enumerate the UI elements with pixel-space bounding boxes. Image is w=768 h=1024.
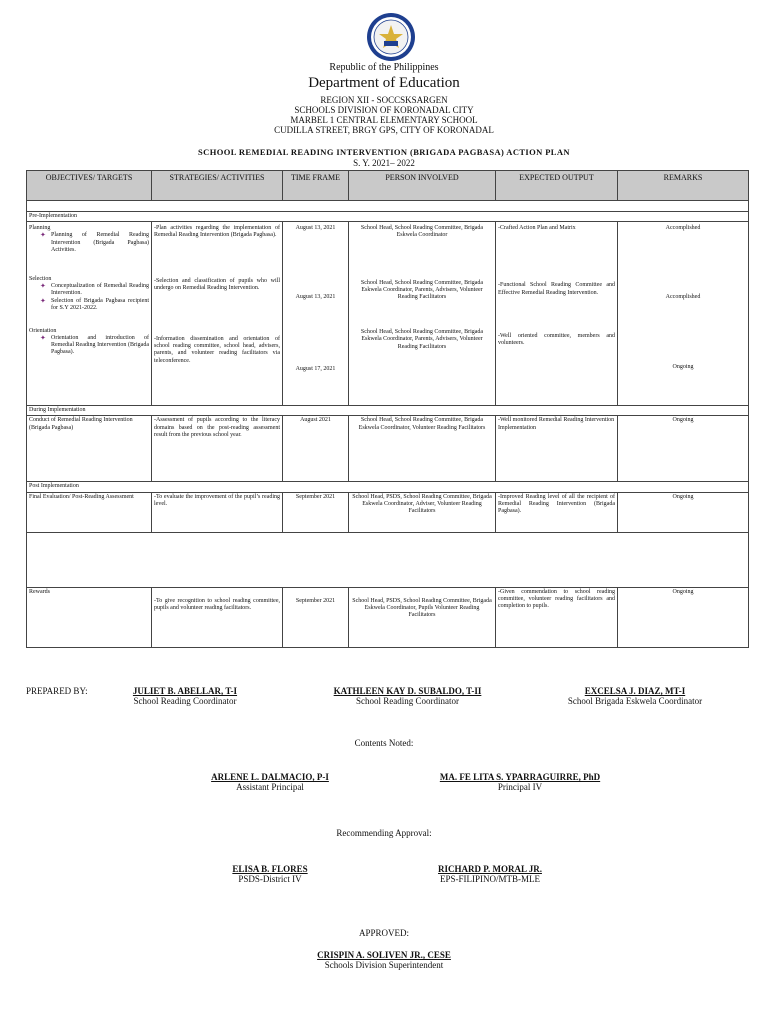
list-item: ✦ Conceptualization of Remedial Reading Intervention. bbox=[40, 282, 149, 297]
phase-row-pre bbox=[27, 212, 749, 222]
signatory-block bbox=[200, 864, 340, 884]
signatory-role: Principal IV bbox=[497, 782, 543, 792]
column-header: REMARKS bbox=[618, 171, 749, 201]
spacer-row bbox=[27, 532, 749, 587]
rewards-objective: Rewards bbox=[27, 587, 152, 647]
signatory-name: JULIET B. ABELLAR, T-I bbox=[132, 686, 238, 696]
signatory-name: RICHARD P. MORAL JR. bbox=[438, 864, 542, 874]
rewards-output: -Given commendation to school reading committee, volunteer reading facilitators and completion to pupils. bbox=[496, 587, 618, 647]
signatory-role: Schools Division Superintendent bbox=[324, 960, 444, 970]
prepared-by-label: PREPARED BY: bbox=[26, 686, 88, 696]
signatory-block bbox=[190, 772, 350, 792]
selection-persons: School Head, School Reading Committee, Brigada Eskwela Coordinator, Parents, Advisers, Volunteer Reading Facilitators bbox=[360, 279, 484, 300]
pre-strategies-cell bbox=[152, 222, 283, 406]
selection-head: Selection bbox=[29, 275, 52, 282]
signatory-block bbox=[110, 686, 260, 706]
phase-row-during bbox=[27, 406, 749, 416]
planning-time: August 13, 2021 bbox=[295, 225, 336, 232]
pre-remarks-cell bbox=[618, 222, 749, 406]
column-header: PERSON INVOLVED bbox=[349, 171, 496, 201]
signatory-name: CRISPIN A. SOLIVEN JR., CESE bbox=[317, 950, 451, 960]
signatory-name: ELISA B. FLORES bbox=[232, 864, 308, 874]
list-item: ✦ Orientation and introduction of Remedial Reading Intervention (Brigada Pagbasa). bbox=[40, 334, 149, 356]
final-persons: School Head, PSDS, School Reading Committee, Brigada Eskwela Coordinator, Adviser, Volunteer Reading Facilitators bbox=[349, 492, 496, 532]
rewards-strategy: -To give recognition to school reading committee, pupils and volunteer reading facilitators. bbox=[154, 597, 280, 611]
selection-strategy: -Selection and classification of pupils who will undergo on Remedial Reading Intervention. bbox=[154, 277, 280, 291]
approved-label: APPROVED: bbox=[358, 928, 409, 938]
column-header: OBJECTIVES/ TARGETS bbox=[27, 171, 152, 201]
table-row-pre bbox=[27, 222, 749, 406]
bullet-icon: ✦ bbox=[40, 282, 46, 291]
orientation-head: Orientation bbox=[29, 327, 57, 334]
final-remarks: Ongoing bbox=[618, 492, 749, 532]
pre-time-cell bbox=[283, 222, 349, 406]
column-header: STRATEGIES/ ACTIVITIES bbox=[152, 171, 283, 201]
planning-remarks: Accomplished bbox=[665, 225, 701, 232]
contents-noted-label: Contents Noted: bbox=[354, 738, 414, 748]
bullet-icon: ✦ bbox=[40, 296, 46, 305]
list-item: ✦ Selection of Brigada Pagbasa recipient for S.Y 2021-2022. bbox=[40, 296, 149, 311]
table-row bbox=[27, 587, 749, 647]
signatory-name: ARLENE L. DALMACIO, P-I bbox=[211, 772, 329, 782]
rewards-persons: School Head, PSDS, School Reading Committee, Brigada Eskwela Coordinator, Pupils Volunteer Reading Facilitators bbox=[352, 597, 492, 618]
orientation-remarks: Ongoing bbox=[672, 363, 694, 370]
signatory-name: KATHLEEN KAY D. SUBALDO, T-II bbox=[333, 686, 482, 696]
bullet-icon: ✦ bbox=[40, 231, 46, 240]
school-line: MARBEL 1 CENTRAL ELEMENTARY SCHOOL bbox=[290, 115, 478, 125]
rewards-persons-cell bbox=[349, 587, 496, 647]
rewards-strategy-cell bbox=[152, 587, 283, 647]
phase-label: During Implementation bbox=[27, 406, 749, 416]
school-year: S. Y. 2021– 2022 bbox=[353, 158, 415, 168]
selection-time: August 13, 2021 bbox=[295, 294, 336, 301]
column-header: TIME FRAME bbox=[283, 171, 349, 201]
orientation-output: -Well oriented committee, members and volunteers. bbox=[498, 332, 615, 346]
planning-strategy: -Plan activities regarding the implementation of Remedial Reading Intervention (Brigada Pagbasa). bbox=[154, 225, 280, 239]
republic-line: Republic of the Philippines bbox=[329, 62, 439, 73]
department-title: Department of Education bbox=[308, 75, 460, 91]
spacer-row bbox=[27, 201, 749, 212]
orientation-time: August 17, 2021 bbox=[295, 365, 336, 372]
conduct-persons: School Head, School Reading Committee, Brigada Eskwela Coordinator, Volunteer Reading Facilitators bbox=[349, 416, 496, 482]
signatory-role: PSDS-District IV bbox=[238, 874, 302, 884]
signatory-role: School Brigada Eskwela Coordinator bbox=[567, 696, 703, 706]
phase-label: Pre-Implementation bbox=[27, 212, 749, 222]
signatory-role: EPS-FILIPINO/MTB-MLE bbox=[439, 874, 540, 884]
planning-head: Planning bbox=[29, 225, 51, 232]
table-row bbox=[27, 492, 749, 532]
planning-output: -Crafted Action Plan and Matrix bbox=[498, 225, 576, 232]
phase-label: Post Implementation bbox=[27, 482, 749, 492]
orientation-persons: School Head, School Reading Committee, Brigada Eskwela Coordinator, Parents, Advisers, Volunteer Reading Facilitators bbox=[360, 329, 484, 350]
final-objective: Final Evaluation/ Post-Reading Assessment bbox=[27, 492, 152, 532]
action-plan-table bbox=[26, 170, 749, 648]
signatory-block bbox=[410, 864, 570, 884]
orientation-strategy: -Information dissemination and orientation of school reading committee, school head, advisers, parents, and volunteer reading facilitators via teleconference. bbox=[154, 335, 280, 364]
column-header: EXPECTED OUTPUT bbox=[496, 171, 618, 201]
phase-row-post bbox=[27, 482, 749, 492]
planning-persons: School Head, School Reading Committee, Brigada Eskwela Coordinator bbox=[360, 225, 484, 239]
conduct-time: August 2021 bbox=[283, 416, 349, 482]
region-line: REGION XII - SOCCSKSARGEN bbox=[320, 95, 448, 105]
signatory-block bbox=[420, 772, 620, 792]
signatory-name: EXCELSA J. DIAZ, MT-I bbox=[584, 686, 686, 696]
conduct-objective: Conduct of Remedial Reading Intervention (Brigada Pagbasa) bbox=[27, 416, 152, 482]
selection-remarks: Accomplished bbox=[665, 294, 701, 301]
rewards-remarks: Ongoing bbox=[618, 587, 749, 647]
signatory-block bbox=[284, 950, 484, 970]
final-strategy: -To evaluate the improvement of the pupil’s reading level. bbox=[152, 492, 283, 532]
recommending-approval-label: Recommending Approval: bbox=[336, 828, 432, 838]
signatory-role: School Reading Coordinator bbox=[356, 696, 459, 706]
conduct-output: -Well monitored Remedial Reading Intervention Implementation bbox=[496, 416, 618, 482]
selection-output: -Functional School Reading Committee and Effective Remedial Reading Intervention. bbox=[498, 282, 615, 296]
plan-title: SCHOOL REMEDIAL READING INTERVENTION (BRIGADA PAGBASA) ACTION PLAN bbox=[198, 147, 570, 157]
conduct-remarks: Ongoing bbox=[618, 416, 749, 482]
pre-objectives-cell bbox=[27, 222, 152, 406]
bullet-icon: ✦ bbox=[40, 334, 46, 343]
signatory-block bbox=[550, 686, 720, 706]
signatory-block bbox=[315, 686, 500, 706]
table-row bbox=[27, 416, 749, 482]
pre-persons-cell bbox=[349, 222, 496, 406]
address-line: CUDILLA STREET, BRGY GPS, CITY OF KORONADAL bbox=[274, 125, 494, 135]
deped-seal-logo bbox=[366, 12, 416, 62]
rewards-time-cell bbox=[283, 587, 349, 647]
final-output: -Improved Reading level of all the recipient of Remedial Reading Intervention (Brigada Pagbasa). bbox=[496, 492, 618, 532]
signatory-role: School Reading Coordinator bbox=[133, 696, 237, 706]
list-item: ✦ Planning of Remedial Reading Intervention (Brigada Pagbasa) Activities. bbox=[40, 231, 149, 253]
pre-output-cell bbox=[496, 222, 618, 406]
final-time: September 2021 bbox=[283, 492, 349, 532]
signatory-role: Assistant Principal bbox=[236, 782, 304, 792]
conduct-strategy: -Assessment of pupils according to the literacy domains based on the post-reading assessment result from the previous school year. bbox=[152, 416, 283, 482]
table-header-row bbox=[27, 171, 749, 201]
signatory-name: MA. FE LITA S. YPARRAGUIRRE, PhD bbox=[439, 772, 601, 782]
division-line: SCHOOLS DIVISION OF KORONADAL CITY bbox=[294, 105, 474, 115]
rewards-time: September 2021 bbox=[295, 597, 336, 604]
